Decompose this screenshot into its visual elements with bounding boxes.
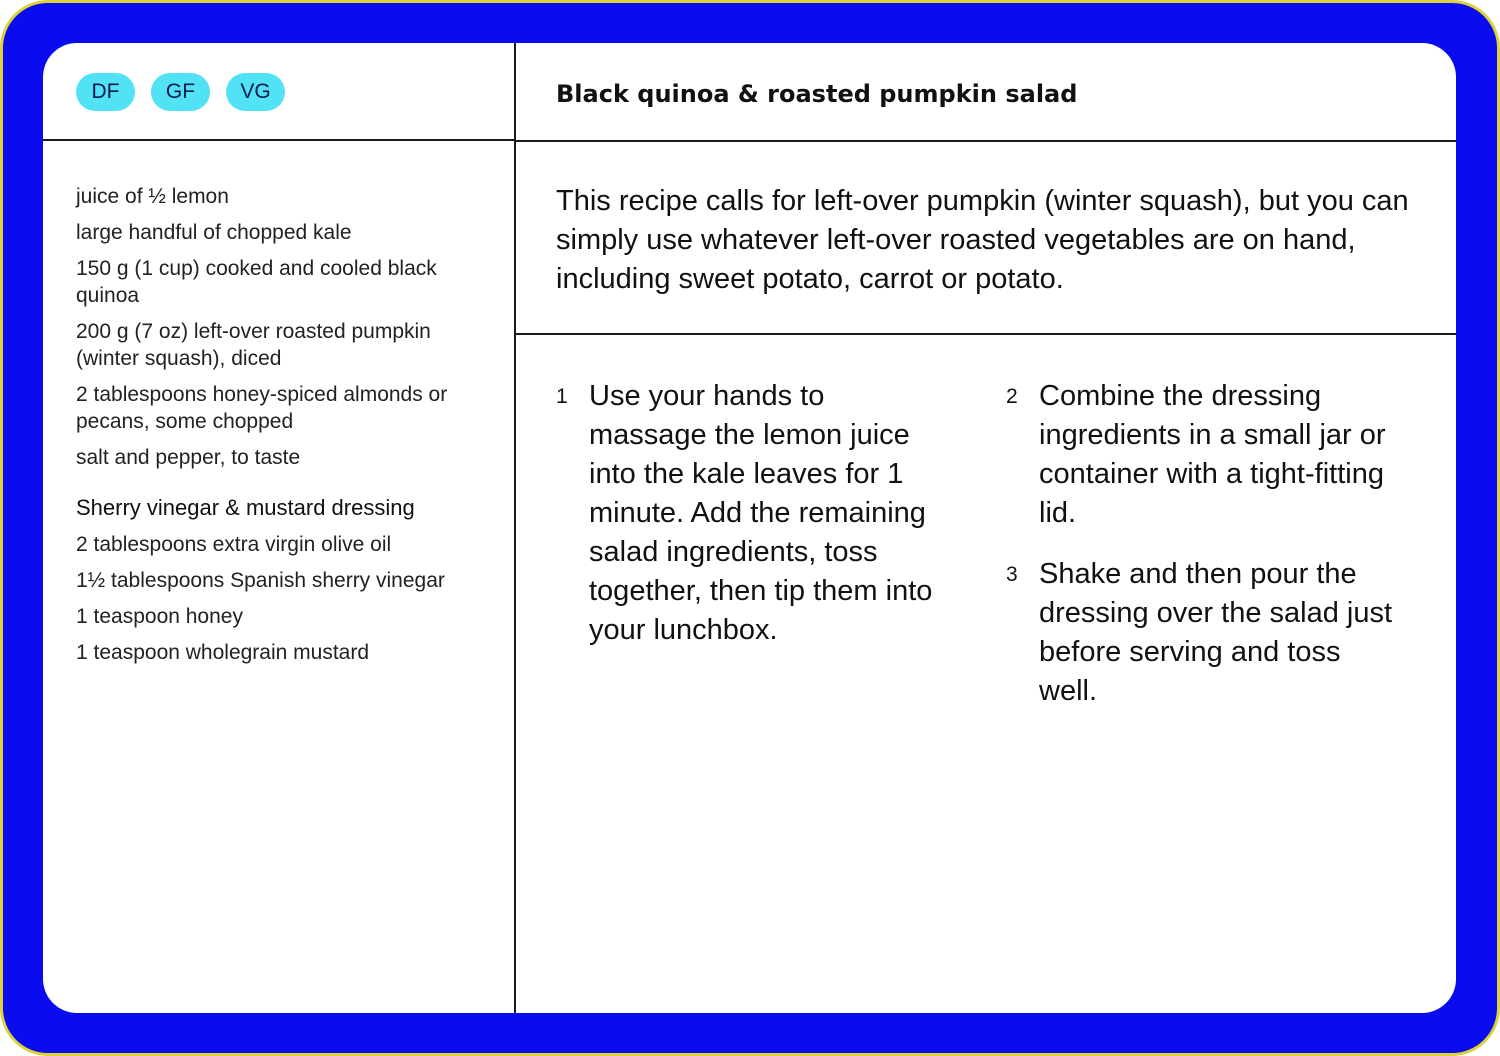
step-number: 2 [1006,385,1018,408]
ingredient-item: juice of ½ lemon [76,185,229,208]
tag-vegan: VG [226,73,285,111]
dressing-item: 2 tablespoons extra virgin olive oil [76,533,392,556]
dressing-list [76,531,486,675]
step-text: Shake and then pour the dressing over the salad just before serving and toss well. [1039,558,1393,707]
ingredient-item: 200 g (7 oz) left-over roasted pumpkin (winter squash), diced [76,320,431,370]
intro-divider [515,333,1456,335]
tag-gluten-free: GF [151,73,210,111]
ingredient-item: salt and pepper, to taste [76,446,301,469]
step-text: Use your hands to massage the lemon juice into the kale leaves for 1 minute. Add the remaining salad ingredients, toss together, then tip them into your lunchbox. [589,380,933,646]
dressing-item: 1 teaspoon wholegrain mustard [76,641,370,664]
column-divider [514,43,516,1013]
ingredient-item: large handful of chopped kale [76,221,352,244]
header-divider-right [515,140,1456,142]
recipe-intro: This recipe calls for left-over pumpkin (winter squash), but you can simply use whatever left-over roasted vegetables are on hand, including sweet potato, carrot or potato. [556,185,1409,295]
ingredient-item: 150 g (1 cup) cooked and cooled black quinoa [76,257,437,307]
step-number: 3 [1006,563,1018,586]
ingredients-list [76,183,486,480]
step-text: Combine the dressing ingredients in a small jar or container with a tight-fitting lid. [1039,380,1386,529]
ingredient-item: 2 tablespoons honey-spiced almonds or pecans, some chopped [76,383,448,433]
dressing-item: 1 teaspoon honey [76,605,243,628]
dietary-tags [76,73,285,111]
header-divider-left [43,139,515,141]
dressing-item: 1½ tablespoons Spanish sherry vinegar [76,569,445,592]
tag-dairy-free: DF [76,73,135,111]
dressing-heading: Sherry vinegar & mustard dressing [76,495,415,520]
recipe-title: Black quinoa & roasted pumpkin salad [556,80,1078,108]
step-number: 1 [556,385,568,408]
recipe-card [43,43,1456,1013]
